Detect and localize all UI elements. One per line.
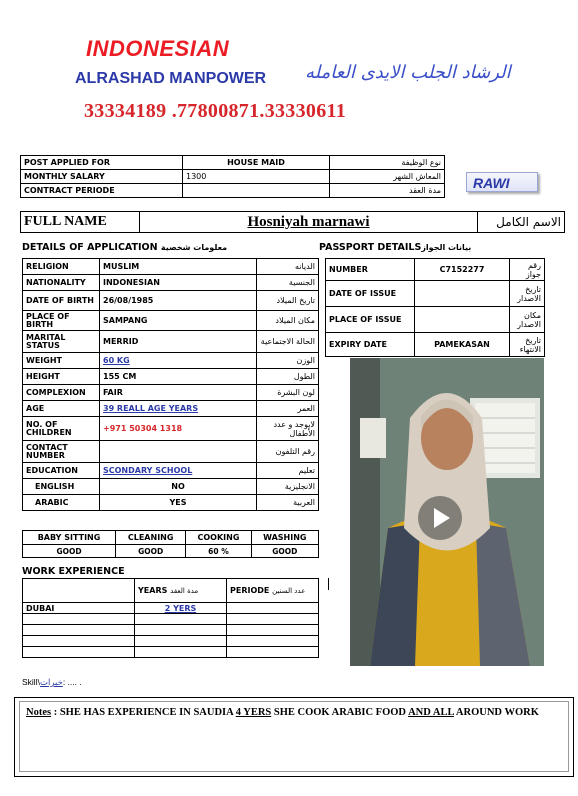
work-row: [23, 603, 319, 614]
details-row: [23, 441, 319, 463]
skill-line: Skill\خبرات: .... .: [22, 677, 82, 688]
work-row: [23, 636, 319, 647]
details-value: 155 CM: [100, 369, 257, 385]
work-periode: [227, 603, 319, 614]
passport-label: EXPIRY DATE: [326, 333, 415, 357]
details-label-ar: لايوجد و عدد الأطفال: [257, 417, 319, 441]
work-header-periode: PERIODE عدد السنين: [227, 579, 319, 603]
work-header-country: [23, 579, 135, 603]
work-years: [135, 614, 227, 625]
details-label: WEIGHT: [23, 353, 100, 369]
skill-header: COOKING: [186, 531, 251, 545]
details-value: 26/08/1985: [100, 291, 257, 311]
details-value: +971 50304 1318: [100, 417, 257, 441]
work-country: [23, 625, 135, 636]
work-row: [23, 625, 319, 636]
details-row: [23, 291, 319, 311]
details-label-ar: مكان الميلاد: [257, 311, 319, 331]
language-label: ENGLISH: [23, 479, 100, 495]
contract-label-ar: مدة العقد: [330, 184, 445, 198]
agency-name: ALRASHAD MANPOWER: [75, 70, 267, 87]
full-name-value: Hosniyah marnawi: [140, 212, 478, 233]
passport-label-ar: مكان الاصدار: [510, 307, 545, 333]
work-country: [23, 614, 135, 625]
passport-label-ar: تاريخ الاصدار: [510, 281, 545, 307]
details-value: [100, 441, 257, 463]
skills-table: [22, 530, 319, 558]
details-row: [23, 311, 319, 331]
details-value: MUSLIM: [100, 259, 257, 275]
work-periode: [227, 636, 319, 647]
work-years: [135, 636, 227, 647]
passport-label: PLACE OF ISSUE: [326, 307, 415, 333]
details-label-ar: الوزن: [257, 353, 319, 369]
work-country: [23, 636, 135, 647]
country-title: INDONESIAN: [86, 36, 230, 61]
work-section-title: WORK EXPERIENCE: [22, 566, 125, 577]
work-country: [23, 647, 135, 658]
passport-section-title: PASSPORT DETAILSبيانات الجواز: [319, 242, 472, 253]
language-row: [23, 495, 319, 511]
details-label: NATIONALITY: [23, 275, 100, 291]
details-value: SAMPANG: [100, 311, 257, 331]
contract-value: [183, 184, 330, 198]
details-label: NO. OF CHILDREN: [23, 417, 100, 441]
details-label-ar: الديانه: [257, 259, 319, 275]
details-label: AGE: [23, 401, 100, 417]
details-row: [23, 275, 319, 291]
details-row: [23, 259, 319, 275]
details-label-ar: تاريخ الميلاد: [257, 291, 319, 311]
work-periode: [227, 647, 319, 658]
notes-text: Notes : SHE HAS EXPERIENCE IN SAUDIA 4 YERS SHE COOK ARABIC FOOD AND ALL AROUND WORK: [19, 701, 569, 772]
details-label-ar: تعليم: [257, 463, 319, 479]
salary-label: MONTHLY SALARY: [21, 170, 183, 184]
passport-row: [326, 281, 545, 307]
details-label: HEIGHT: [23, 369, 100, 385]
full-name-label: FULL NAME: [21, 212, 140, 233]
work-years: [135, 625, 227, 636]
agency-name-arabic: الرشاد الجلب الايدى العامله: [305, 62, 511, 83]
passport-label-ar: تاريخ الانتهاء: [510, 333, 545, 357]
details-value: SCONDARY SCHOOL: [100, 463, 257, 479]
details-label-ar: العمر: [257, 401, 319, 417]
details-row: [23, 463, 319, 479]
language-value: NO: [100, 479, 257, 495]
details-label: RELIGION: [23, 259, 100, 275]
work-header-years: YEARS مدة العقد: [135, 579, 227, 603]
details-value: INDONESIAN: [100, 275, 257, 291]
contract-label: CONTRACT PERIODE: [21, 184, 183, 198]
work-years: [135, 647, 227, 658]
language-value: YES: [100, 495, 257, 511]
skill-value: GOOD: [251, 545, 318, 558]
skill-header: WASHING: [251, 531, 318, 545]
details-label-ar: الحالة الاجتماعية: [257, 331, 319, 353]
work-row: [23, 614, 319, 625]
details-label-ar: الجنسية: [257, 275, 319, 291]
details-label-ar: رقم التلفون: [257, 441, 319, 463]
details-label: DATE OF BIRTH: [23, 291, 100, 311]
passport-table: [325, 258, 545, 357]
application-section-title: DETAILS OF APPLICATION معلومات شخصية: [22, 242, 228, 253]
details-row: [23, 385, 319, 401]
full-name-label-ar: الاسم الكامل: [478, 212, 565, 233]
skill-value: GOOD: [116, 545, 186, 558]
skill-header: CLEANING: [116, 531, 186, 545]
details-row: [23, 369, 319, 385]
rawi-badge: RAWI: [466, 172, 538, 192]
passport-row: [326, 333, 545, 357]
passport-value: [415, 307, 510, 333]
work-row: [23, 647, 319, 658]
post-value: HOUSE MAID: [183, 156, 330, 170]
details-value: 39 REALL AGE YEARS: [100, 401, 257, 417]
work-header-row: [23, 579, 319, 603]
passport-value: C7152277: [415, 259, 510, 281]
passport-value: [415, 281, 510, 307]
details-row: [23, 353, 319, 369]
salary-value: 1300: [183, 170, 330, 184]
details-label: COMPLEXION: [23, 385, 100, 401]
skill-header: BABY SITTING: [23, 531, 116, 545]
text-cursor: [328, 578, 329, 590]
skill-value: 60 %: [186, 545, 251, 558]
details-label-ar: لون البشرة: [257, 385, 319, 401]
details-table: [22, 258, 319, 511]
post-label: POST APPLIED FOR: [21, 156, 183, 170]
passport-row: [326, 259, 545, 281]
passport-label: DATE OF ISSUE: [326, 281, 415, 307]
details-label: MARITAL STATUS: [23, 331, 100, 353]
work-periode: [227, 625, 319, 636]
details-row: [23, 417, 319, 441]
salary-label-ar: المعاش الشهر: [330, 170, 445, 184]
details-label: EDUCATION: [23, 463, 100, 479]
passport-row: [326, 307, 545, 333]
details-row: [23, 401, 319, 417]
work-country: DUBAI: [23, 603, 135, 614]
agency-phones: 33334189 .77800871.33330611: [84, 100, 346, 122]
details-value: FAIR: [100, 385, 257, 401]
language-label-ar: الانجليزية: [257, 479, 319, 495]
job-table: [20, 155, 445, 198]
full-name-table: [20, 211, 565, 233]
language-row: [23, 479, 319, 495]
details-value: MERRID: [100, 331, 257, 353]
passport-label-ar: رقم جواز: [510, 259, 545, 281]
work-periode: [227, 614, 319, 625]
applicant-photo: [350, 358, 544, 666]
work-years: 2 YERS: [135, 603, 227, 614]
details-label-ar: الطول: [257, 369, 319, 385]
passport-value: PAMEKASAN: [415, 333, 510, 357]
details-value: 60 KG: [100, 353, 257, 369]
language-label: ARABIC: [23, 495, 100, 511]
details-label: CONTACT NUMBER: [23, 441, 100, 463]
details-label: PLACE OF BIRTH: [23, 311, 100, 331]
details-row: [23, 331, 319, 353]
skill-value: GOOD: [23, 545, 116, 558]
passport-label: NUMBER: [326, 259, 415, 281]
language-label-ar: العربية: [257, 495, 319, 511]
notes-box: [14, 697, 574, 777]
post-label-ar: نوع الوظيفة: [330, 156, 445, 170]
work-table: [22, 578, 319, 658]
